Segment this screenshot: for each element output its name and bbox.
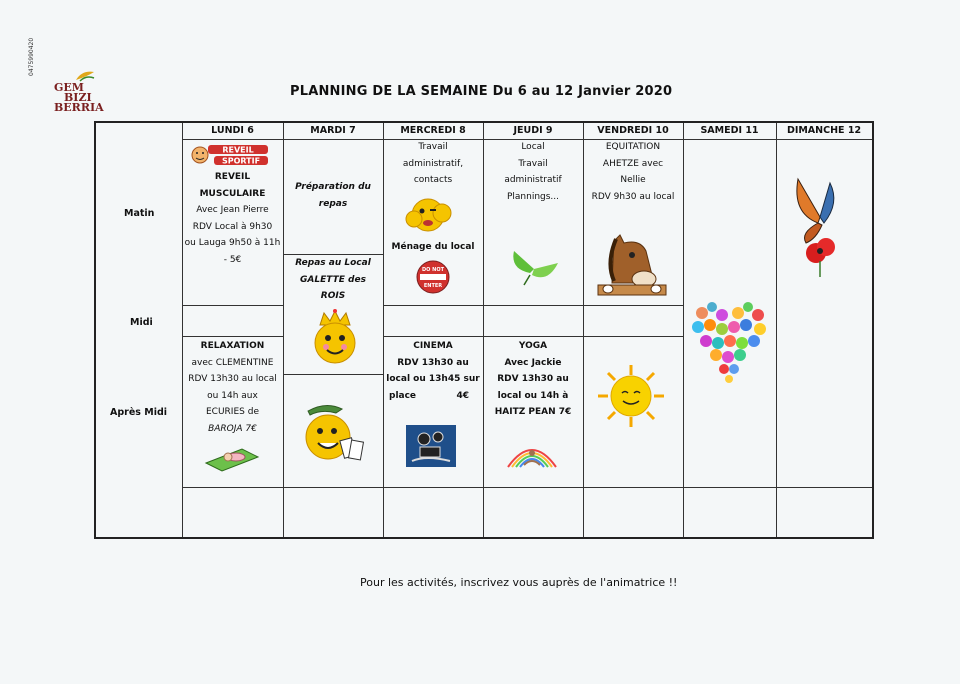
day-header-vendredi: VENDREDI 10 [597,125,669,136]
activity-detail: administratif [504,175,562,185]
day-header-lundi: LUNDI 6 [211,125,254,136]
mercredi-menage-label: Ménage du local [391,242,475,252]
cell-mardi-midi [283,255,383,305]
activity-detail: Avec Jackie [504,357,562,368]
sign-bottom-text: ENTER [423,283,443,289]
day-header-samedi: SAMEDI 11 [700,125,759,136]
activity-detail: Nellie [620,175,646,185]
cell-lundi-apres-midi [182,338,283,437]
activity-detail: administratif, [402,158,464,169]
activity-title-2: MUSCULAIRE [199,188,266,199]
activity-detail: - 5€ [223,254,242,265]
gem-bizi-berria-logo [28,37,108,118]
sun-icon [596,363,666,429]
butterfly-poppy-icon [790,173,860,283]
activity-title: Repas au Local [295,258,371,268]
activity-title-3: ROIS [320,291,346,301]
activity-detail: Travail [518,158,548,169]
reveil-sportif-badge [190,143,270,167]
row-label-apres-midi: Après Midi [110,407,168,418]
activity-price: 4€ [456,390,469,401]
row-label-midi: Midi [130,317,153,328]
day-header-mercredi: MERCREDI 8 [400,125,466,136]
butterfly-heart-icon [688,293,772,389]
cell-jeudi-matin [483,139,583,205]
cinema-film-icon [406,425,456,467]
activity-detail: ou Lauga 9h50 à 11h [184,238,281,248]
weekly-schedule-table [94,121,874,539]
activity-detail: BAROJA 7€ [208,423,257,434]
activity-detail: RDV 9h30 au local [591,191,675,202]
activity-detail: ECURIES de [206,407,259,417]
winking-smiley-icon [404,193,460,233]
sign-top-text: DO NOT [422,267,444,273]
badge-top-text: REVEIL [222,145,254,155]
cell-mardi-matin [283,179,383,212]
activity-title: Préparation du [295,182,371,192]
activity-detail: avec CLEMENTINE [191,357,274,368]
day-header-dimanche: DIMANCHE 12 [786,125,862,136]
yoga-rainbow-icon [502,433,562,471]
activity-detail: local ou 13h45 sur [386,374,480,384]
badge-bottom-text: SPORTIF [221,156,261,166]
activity-title: CINEMA [413,341,453,351]
activity-detail-row [383,388,483,405]
activity-detail: Avec Jean Pierre [196,205,269,215]
cell-lundi-matin [182,169,283,268]
activity-detail: local ou 14h à [497,390,569,401]
activity-detail: RDV 13h30 au [397,357,469,368]
card-player-smiley-icon [302,399,368,469]
logo-line-3: BERRIA [54,101,104,114]
activity-title: REVEIL [214,172,251,182]
activity-detail: Local [521,142,545,152]
logo-phone: 0475990420 [28,37,35,76]
activity-detail: Travail [418,142,448,152]
activity-detail: AHETZE avec [602,158,664,169]
do-not-enter-sign-icon [415,260,451,294]
logo-line-1: GEM [54,81,84,94]
cell-jeudi-apres-midi [483,338,583,421]
activity-title-2: GALETTE des [300,274,366,285]
activity-detail: contacts [413,175,453,185]
day-header-mardi: MARDI 7 [310,125,356,136]
activity-title: YOGA [518,341,548,351]
activity-detail: place [389,390,417,401]
day-header-jeudi: JEUDI 9 [513,125,553,136]
king-smiley-icon [306,309,364,367]
activity-detail: RDV Local à 9h30 [192,221,273,232]
page-title: PLANNING DE LA SEMAINE Du 6 au 12 Janvier 2020 [290,84,673,99]
activity-detail: ou 14h aux [207,390,258,401]
activity-title: RELAXATION [200,341,265,351]
activity-detail: HAITZ PEAN 7€ [494,407,572,417]
cell-mercredi-apres-midi [383,338,483,404]
cell-mercredi-matin [383,139,483,189]
logo-line-2: BIZI [64,91,92,104]
activity-title-2: repas [318,198,348,209]
footer-note: Pour les activités, inscrivez vous auprès de l'animatrice !! [360,576,678,589]
cell-vendredi-matin [583,139,683,205]
activity-detail: Plannings... [506,191,560,202]
horse-icon [594,233,670,301]
activity-title: EQUITATION [605,142,661,152]
activity-detail: RDV 13h30 au local [188,374,277,384]
row-label-matin: Matin [124,208,155,219]
relaxation-mat-icon [202,445,262,473]
green-butterfly-icon [508,247,562,287]
activity-detail: RDV 13h30 au [497,374,569,384]
